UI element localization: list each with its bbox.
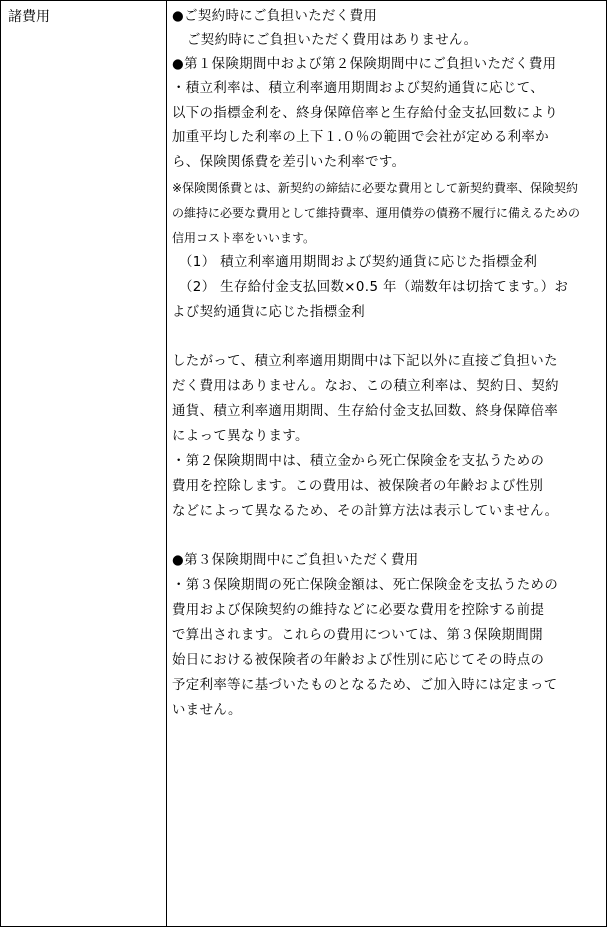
- heading-period-1-2-costs: ●第１保険期間中および第２保険期間中にご負担いただく費用: [172, 57, 557, 72]
- text-line: 始日における被保険者の年齢および性別に応じてその時点の: [172, 653, 545, 668]
- text-line: ・第３保険期間の死亡保険金額は、死亡保険金を支払うための: [172, 578, 559, 593]
- list-item-2: （2） 生存給付金支払回数×0.5 年（端数年は切捨てます。）お: [179, 280, 569, 295]
- text-line: 予定利率等に基づいたものとなるため、ご加入時には定まって: [172, 678, 558, 693]
- text-line: だく費用はありません。なお、この積立利率は、契約日、契約: [172, 379, 559, 394]
- fees-label: 諸費用: [8, 9, 50, 25]
- note-line: ※保険関係費とは、新契約の締結に必要な費用として新契約費率、保険契約: [172, 181, 579, 195]
- text-line: によって異なります。: [172, 429, 309, 444]
- text-line: 加重平均した利率の上下１.０％の範囲で会社が定める利率か: [172, 130, 550, 145]
- text-line: したがって、積立利率適用期間中は下記以外に直接ご負担いた: [172, 354, 558, 369]
- text-line: 費用を控除します。この費用は、被保険者の年齢および性別: [172, 479, 544, 494]
- text-line: で算出されます。これらの費用については、第３保険期間開: [172, 628, 544, 643]
- text-line: 以下の指標金利を、終身保障倍率と生存給付金支払回数により: [172, 106, 559, 121]
- note-line: の維持に必要な費用として維持費率、運用債券の債務不履行に備えるための: [172, 206, 581, 220]
- text-line: ・積立利率は、積立利率適用期間および契約通貨に応じて、: [172, 81, 545, 96]
- label-cell: [1, 1, 167, 926]
- heading-period-3-costs: ●第３保険期間中にご負担いただく費用: [172, 553, 419, 568]
- note-line: 信用コスト率をいいます。: [172, 231, 316, 245]
- text-no-contract-costs: ご契約時にご負担いただく費用はありません。: [187, 33, 478, 48]
- list-item-1: （1） 積立利率適用期間および契約通貨に応じた指標金利: [179, 255, 538, 270]
- content-cell: [167, 1, 606, 926]
- text-line: などによって異なるため、その計算方法は表示していません。: [172, 504, 559, 519]
- text-line: ら、保険関係費を差引いた利率です。: [172, 155, 406, 170]
- heading-contract-time-costs: ●ご契約時にご負担いただく費用: [172, 9, 378, 24]
- text-line: 費用および保険契約の維持などに必要な費用を控除する前提: [172, 603, 545, 618]
- text-line: ・第２保険期間中は、積立金から死亡保険金を支払うための: [172, 454, 545, 469]
- list-item-2-continued: よび契約通貨に応じた指標金利: [172, 305, 366, 320]
- text-line: 通貨、積立利率適用期間、生存給付金支払回数、終身保障倍率: [172, 404, 559, 419]
- text-line: いません。: [172, 703, 242, 718]
